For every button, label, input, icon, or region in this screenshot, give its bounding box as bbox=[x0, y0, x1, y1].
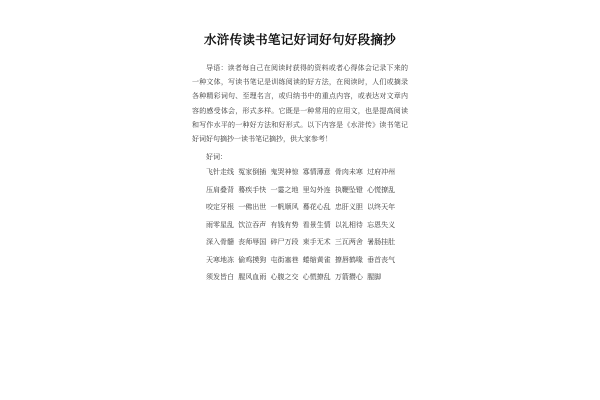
words-label: 好词： bbox=[206, 153, 227, 162]
word-row: 天寒地冻 偷鸡摸狗 屯街塞巷 蜷缩黄雀 撩唇鹤喙 垂首丧气 bbox=[206, 255, 396, 264]
word-row: 咬定牙根 一佛出世 一帆顺风 蓦花心乱 忠肝义胆 以终天年 bbox=[206, 203, 396, 212]
word-row: 压肩叠背 蓦疾手快 一霎之地 里勾外连 执鞭坠镫 心慌撩乱 bbox=[206, 185, 396, 194]
article-title: 水浒传读书笔记好词好句好段摘抄 bbox=[203, 32, 396, 47]
word-row: 雨零星乱 饮泣吞声 有钱有势 看景生情 以礼相待 忘恩失义 bbox=[206, 220, 396, 229]
word-row: 飞针走线 冤家倒插 鬼哭神惊 寡情薄意 骨肉未寒 过府冲州 bbox=[206, 168, 396, 177]
article bbox=[192, 30, 408, 290]
word-list bbox=[192, 167, 408, 283]
intro-paragraph: 导语：读者每自己在阅读时获得的资料或者心得体会记录下来的一种文体，写读书笔记是训练阅读的好方法，在阅读时，人们或摘录各种精彩词句、至理名言，或归纳书中的重点内容，或表达对文章内容的感受体会，形式多样。它既是一种常用的应用文，也是提高阅读和写作水平的一种好方法和好形式。以下内容是《水浒传》读书笔记好词好句摘抄一读书笔记摘抄，供大家参考！ bbox=[192, 64, 408, 144]
word-row: 深入骨髓 丧师辱国 碎尸万段 束手无术 三瓦两舍 暑肠挂肚 bbox=[206, 238, 396, 247]
word-row: 须发皆白 腥风血雨 心腹之交 心慌撩乱 万箭攒心 腥脚 bbox=[206, 273, 382, 282]
